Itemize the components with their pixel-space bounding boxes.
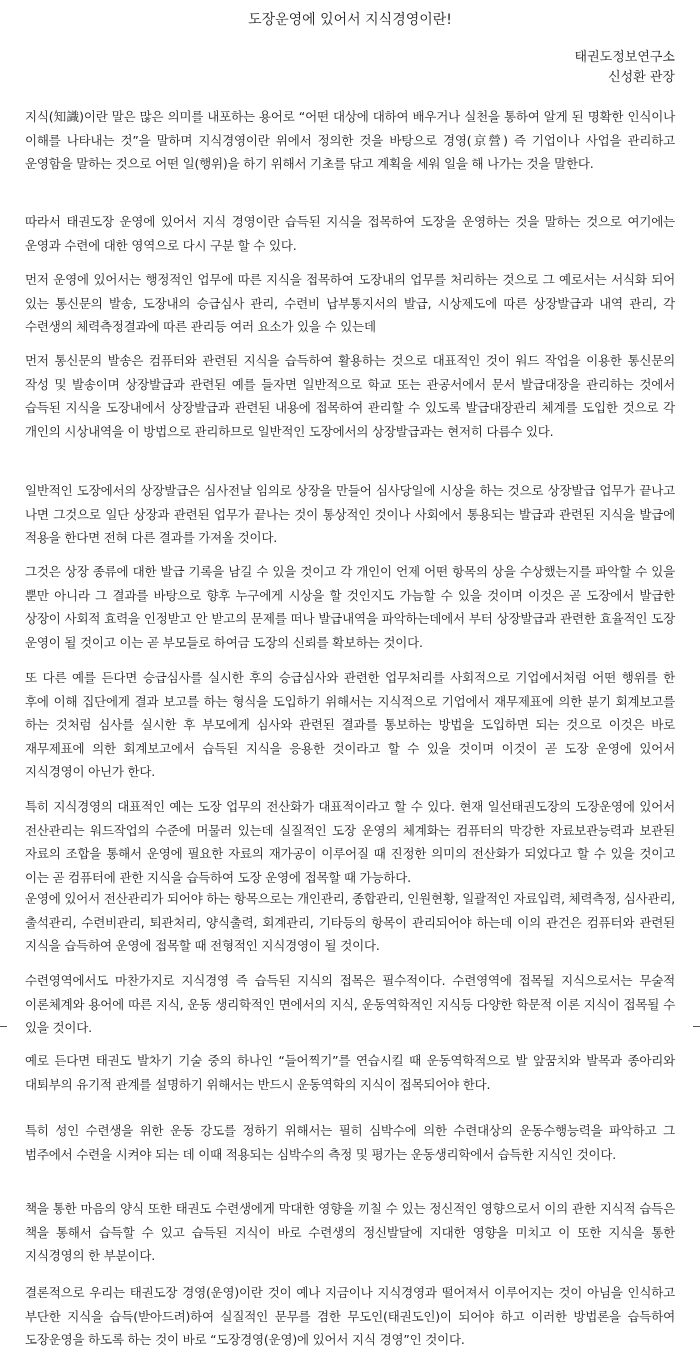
paragraph-13: 책을 통한 마음의 양식 또한 태권도 수련생에게 막대한 영향을 끼칠 수 있는 정신적인 영향으로서 이의 관한 지식적 습득은 책을 통해서 습득할 수 있고 습득된 지식이 바로 수련생의 정신발달에 지대한 영향을 미치고 이 또한 지식을 통한 지식경영의 한 부분이다. [25, 1201, 675, 1263]
paragraph-2: 따라서 태권도장 운영에 있어서 지식 경영이란 습득된 지식을 접목하여 도장을 운영하는 것을 말하는 것으로 여기에는 운영과 수련에 대한 영역으로 다시 구분 할 수 있다. [25, 214, 675, 253]
paragraph-5: 일반적인 도장에서의 상장발급은 심사전날 임의로 상장을 만들어 심사당일에 시상을 하는 것으로 상장발급 업무가 끝나고 나면 그것으로 일단 상장과 관련된 업무가 끝나는 것이 통상적인 것이나 사회에서 통용되는 발급과 관련된 지식을 발급에 적용을 한다면 전혀 다른 결과를 가져올 것이다. [25, 483, 675, 545]
paragraph-10: 수련영역에서도 마찬가지로 지식경영 즉 습득된 지식의 접목은 필수적이다. 수련영역에 접목될 지식으로서는 무술적 이론체계와 용어에 따른 지식, 운동 생리학적인 면에서의 지식, 운동역학적인 지식등 다양한 학문적 이론 지식이 접목될 수 있을 것이다. [25, 973, 675, 1035]
left-edge-mark [0, 1026, 7, 1027]
paragraph-9: 운영에 있어서 전산관리가 되어야 하는 항목으로는 개인관리, 종합관리, 인원현황, 일괄적인 자료입력, 체력측정, 심사관리, 출석관리, 수련비관리, 퇴관처리, 양식출력, 회계관리, 기타등의 항목이 관리되어야 하는데 이의 관건은 컴퓨터와 관련된 지식을 습득하여 운영에 접목할 때 전형적인 지식경영이 될 것이다. [25, 891, 675, 953]
paragraph-4: 먼저 통신문의 발송은 컴퓨터와 관련된 지식을 습득하여 활용하는 것으로 대표적인 것이 워드 작업을 이용한 통신문의 작성 및 발송이며 상장발급과 관련된 예를 들자면 일반적으로 학교 또는 관공서에서 문서 발급대장을 관리하는 것에서 습득된 지식을 도장내에서 상장발급과 관련된 내용에 접목하여 관리할 수 있도록 발급대장관리 체계를 도입한 것으로 각 개인의 시상내역을 이 방법으로 관리하므로 일반적인 도장에서의 상장발급과는 현저히 다름수 있다. [25, 353, 675, 439]
paragraph-3: 먼저 운영에 있어서는 행정적인 업무에 따른 지식을 접목하여 도장내의 업무를 처리하는 것으로 그 예로서는 서식화 되어 있는 통신문의 발송, 도장내의 승급심사 관리, 수련비 납부통지서의 발급, 시상제도에 따른 상장발급과 내역 관리, 각 수련생의 체력측정결과에 따른 관리등 여러 요소가 있을 수 있는데 [25, 272, 675, 334]
document-title: 도장운영에 있어서 지식경영이란! [248, 12, 452, 28]
paragraph-1: 지식(知識)이란 말은 많은 의미를 내포하는 용어로 “어떤 대상에 대하여 배우거나 실천을 통하여 알게 된 명확한 인식이나 이해를 나타내는 것”을 말하며 지식경영이란 위에서 정의한 것을 바탕으로 경영(京營) 즉 기업이나 사업을 관리하고 운영함을 말하는 것으로 어떤 일(행위)을 하기 위해서 기초를 닦고 계획을 세워 일을 해 나가는 것을 말한다. [25, 109, 675, 171]
right-edge-mark [693, 1026, 700, 1027]
paragraph-14: 결론적으로 우리는 태권도장 경영(운영)이란 것이 예나 지금이나 지식경영과 떨어져서 이루어지는 것이 아님을 인식하고 부단한 지식을 습득(받아드려)하여 실질적인 문무를 겸한 무도인(태권도인)이 되어야 하고 이러한 방법론을 습득하여 도장운영을 하도록 하는 것이 바로 “도장경영(운영)에 있어서 지식 경영”인 것이다. [25, 1285, 675, 1347]
paragraph-6: 그것은 상장 종류에 대한 발급 기록을 남길 수 있을 것이고 각 개인이 언제 어떤 항목의 상을 수상했는지를 파악할 수 있을 뿐만 아니라 그 결과를 바탕으로 향후 누구에게 시상을 할 것인지도 가늠할 수 있을 것이며 이것은 곧 도장에서 발급한 상장이 사회적 효력을 인정받고 안 받고의 문제를 떠나 발급내역을 파악하는데에서 부터 상장발급과 관련한 효율적인 도장 운영이 될 것이고 이는 곧 부모들로 하여금 도장의 신뢰를 확보하는 것이다. [25, 564, 675, 650]
paragraph-11: 예로 든다면 태권도 발차기 기술 중의 하나인 “들어찍기”를 연습시킬 때 운동역학적으로 발 앞꿈치와 발목과 종아리와 대퇴부의 유기적 관계를 설명하기 위해서는 반드시 운동역학의 지식이 접목되어야 한다. [25, 1053, 675, 1092]
paragraph-7: 또 다른 예를 든다면 승급심사를 실시한 후의 승급심사와 관련한 업무처리를 사회적으로 기업에서처럼 어떤 행위를 한 후에 이해 집단에게 결과 보고를 하는 형식을 도입하기 위해서는 지식적으로 기업에서 재무제표에 의한 분기 회계보고를 하는 것처럼 심사를 실시한 후 부모에게 심사와 관련된 결과를 통보하는 방법을 도입하면 되는 것으로 이것은 바로 재무제표에 의한 회계보고에서 습득된 지식을 응용한 것이라고 할 수 있을 것이며 이것이 곧 도장 운영에 있어서 지식경영이 아닌가 한다. [25, 670, 675, 779]
author-name: 신성환 관장 [608, 70, 675, 85]
author-block [575, 48, 675, 88]
author-organization: 태권도정보연구소 [574, 50, 675, 65]
paragraph-8: 특히 지식경영의 대표적인 예는 도장 업무의 전산화가 대표적이라고 할 수 있다. 현재 일선태권도장의 도장운영에 있어서 전산관리는 워드작업의 수준에 머물러 있는데 실질적인 도장 운영의 체계화는 컴퓨터의 막강한 자료보관능력과 보관된 자료의 조합을 통해서 운영에 필요한 자료의 재가공이 이루어질 때 진정한 의미의 전산화가 되었다고 할 수 있을 것이고 이는 곧 컴퓨터에 관한 지식을 습득하여 도장 운영에 접목할 때 가능하다. [25, 799, 675, 885]
paragraph-12: 특히 성인 수련생을 위한 운동 강도를 정하기 위해서는 필히 심박수에 의한 수련대상의 운동수행능력을 파악하고 그 범주에서 수련을 시켜야 되는 데 이때 적용되는 심박수의 측정 및 평가는 운동생리학에서 습득한 지식인 것이다. [25, 1123, 675, 1162]
